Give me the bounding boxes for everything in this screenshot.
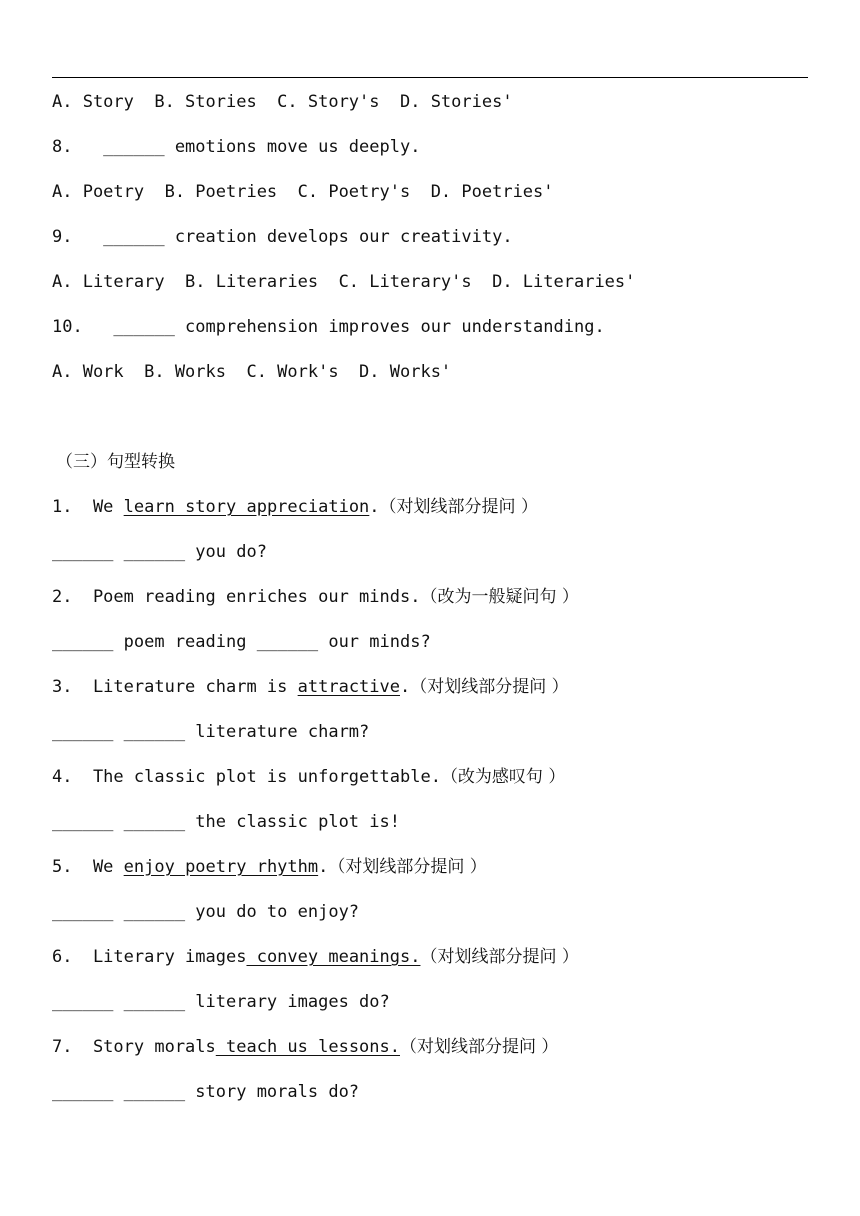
s3-item-1-hint: （对划线部分提问 ） — [379, 497, 538, 517]
q10-stem: 10. ______ comprehension improves our understanding. — [52, 317, 605, 337]
s3-item-2-hint: （改为一般疑问句 ） — [420, 587, 579, 607]
s3-item-6-underlined: convey meanings. — [246, 947, 421, 967]
s3-item-3-post: . — [400, 677, 411, 697]
s3-item-2-question — [52, 586, 579, 608]
s3-item-7-hint: （对划线部分提问 ） — [400, 1037, 559, 1057]
s3-item-7-answer: ______ ______ story morals do? — [52, 1082, 360, 1102]
s3-item-2-pre: 2. Poem reading enriches our minds. — [52, 587, 421, 607]
s3-item-1-answer: ______ ______ you do? — [52, 542, 267, 562]
q9-options: A. Literary B. Literaries C. Literary's D. Literaries' — [52, 272, 636, 292]
s3-item-6-hint: （对划线部分提问 ） — [420, 947, 579, 967]
s3-item-1-post: . — [369, 497, 380, 517]
q8-stem: 8. ______ emotions move us deeply. — [52, 137, 421, 157]
header-rule — [52, 77, 808, 78]
s3-item-2-answer: ______ poem reading ______ our minds? — [52, 632, 431, 652]
s3-item-5-hint: （对划线部分提问 ） — [328, 857, 487, 877]
s3-item-4-answer: ______ ______ the classic plot is! — [52, 812, 400, 832]
s3-item-6-answer: ______ ______ literary images do? — [52, 992, 390, 1012]
s3-item-4-question — [52, 766, 565, 788]
q8-options: A. Poetry B. Poetries C. Poetry's D. Poetries' — [52, 182, 554, 202]
s3-item-3-answer: ______ ______ literature charm? — [52, 722, 370, 742]
s3-item-3-underlined: attractive — [297, 677, 400, 697]
s3-item-4-hint: （改为感叹句 ） — [440, 767, 566, 787]
s3-item-5-underlined: enjoy poetry rhythm — [123, 857, 319, 877]
s3-item-3-question — [52, 676, 569, 698]
s3-item-6-question — [52, 946, 579, 968]
s3-item-4-pre: 4. The classic plot is unforgettable. — [52, 767, 441, 787]
s3-item-1-pre: 1. We — [52, 497, 124, 517]
s3-item-7-underlined: teach us lessons. — [215, 1037, 400, 1057]
q10-options: A. Work B. Works C. Work's D. Works' — [52, 362, 452, 382]
s3-item-1-question — [52, 496, 538, 518]
s3-item-1-underlined: learn story appreciation — [123, 497, 370, 517]
s3-item-7-question — [52, 1036, 558, 1058]
s3-item-5-post: . — [318, 857, 329, 877]
q9-stem: 9. ______ creation develops our creativity. — [52, 227, 513, 247]
q7-options: A. Story B. Stories C. Story's D. Stories' — [52, 92, 513, 112]
s3-item-6-pre: 6. Literary images — [52, 947, 247, 967]
s3-item-5-answer: ______ ______ you do to enjoy? — [52, 902, 360, 922]
s3-item-3-hint: （对划线部分提问 ） — [410, 677, 569, 697]
s3-item-5-pre: 5. We — [52, 857, 124, 877]
s3-item-3-pre: 3. Literature charm is — [52, 677, 298, 697]
s3-item-7-pre: 7. Story morals — [52, 1037, 216, 1057]
section3-heading: （三）句型转换 — [56, 452, 175, 472]
s3-item-5-question — [52, 856, 487, 878]
